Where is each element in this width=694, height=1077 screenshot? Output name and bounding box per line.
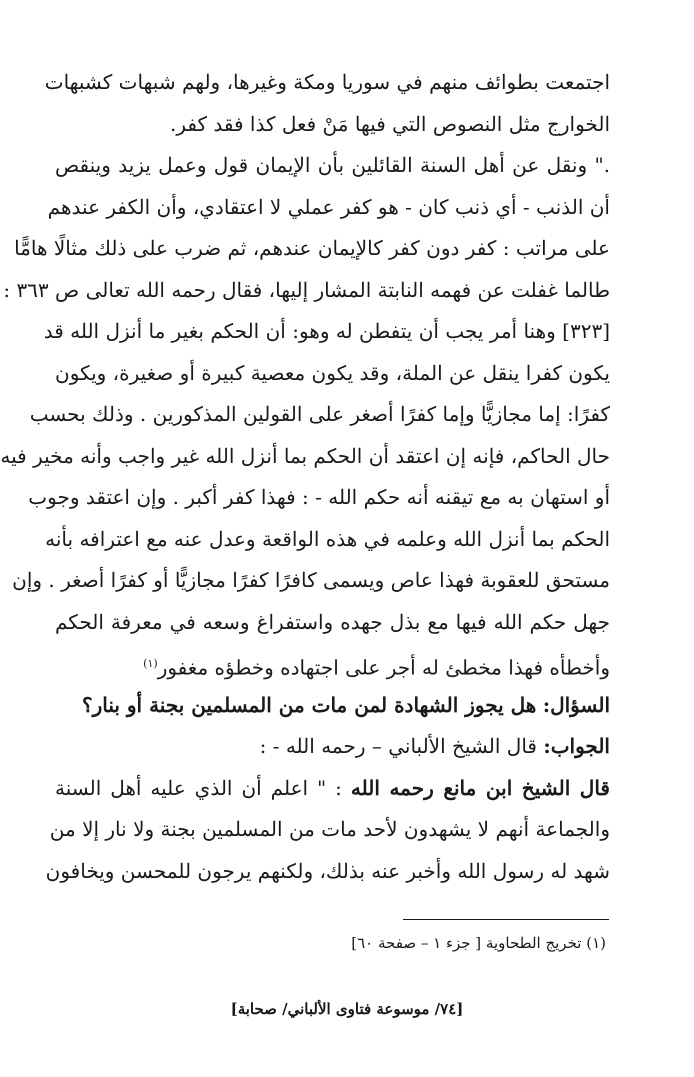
footnote-divider xyxy=(403,919,609,920)
question-label: السؤال: xyxy=(542,692,610,717)
text-line: كفرًا: إما مجازيًّا وإما كفرًا أصغر على القولين المذكورين . وذلك بحسب xyxy=(29,402,610,426)
text-line: طالما غفلت عن فهمه النابتة المشار إليها، فقال رحمه الله تعالى ص ٣٦٣ : xyxy=(3,277,610,302)
body-text xyxy=(0,62,610,892)
text-line: ." ونقل عن أهل السنة القائلين بأن الإيمان قول وعمل يزيد وينقص xyxy=(55,153,610,177)
text-line-with-footnote xyxy=(55,643,610,685)
answer-line xyxy=(55,726,610,768)
text-line: مستحق للعقوبة فهذا عاص ويسمى كافرًا كفرًا مجازيًّا أو كفرًا أصغر . وإن xyxy=(12,568,610,592)
answer-text: قال الشيخ الألباني – رحمه الله - : xyxy=(259,734,537,758)
text-line: وأخطأه فهذا مخطئ له أجر على اجتهاده وخطؤه مغفور xyxy=(157,655,610,680)
text-line: يكون كفرا ينقل عن الملة، وقد يكون معصية كبيرة أو صغيرة، ويكون xyxy=(55,360,610,385)
footnote-marker: (١) xyxy=(143,657,158,670)
text-line: أو استهان به مع تيقنه أنه حكم الله - : فهذا كفر أكبر . وإن اعتقد وجوب xyxy=(28,485,610,509)
question-line xyxy=(55,685,610,727)
text-line: أن الذنب - أي ذنب كان - هو كفر عملي لا اعتقادي، وأن الكفر عندهم xyxy=(47,194,610,219)
text-line: والجماعة أنهم لا يشهدون لأحد مات من المسلمين بجنة ولا نار إلا من xyxy=(49,817,610,841)
footnote: (١) تخريج الطحاوية [ جزء ١ – صفحة ٦٠] xyxy=(351,934,606,952)
quote-lead: قال الشيخ ابن مانع رحمه الله xyxy=(350,775,610,800)
text-line: شهد له رسول الله وأخبر عنه بذلك، ولكنهم يرجون للمحسن ويخافون xyxy=(45,858,610,883)
text-line: الخوارج مثل النصوص التي فيها مَنْ فعل كذا فقد كفر. xyxy=(169,111,610,136)
text-line: [٣٢٣] وهنا أمر يجب أن يتفطن له وهو: أن الحكم بغير ما أنزل الله قد xyxy=(43,319,610,343)
text-line: جهل حكم الله فيها مع بذل جهده واستفراغ وسعه في معرفة الحكم xyxy=(55,609,610,634)
quote-text: : " اعلم أن الذي عليه أهل السنة xyxy=(55,775,342,800)
page-footer: [٧٤/ موسوعة فتاوى الألباني/ صحابة] xyxy=(230,1000,464,1018)
text-line: اجتمعت بطوائف منهم في سوريا ومكة وغيرها، ولهم شبهات كشبهات xyxy=(44,70,610,94)
text-line: الحكم بما أنزل الله وعلمه في هذه الواقعة وعدل عنه مع اعترافه بأنه xyxy=(45,526,610,551)
text-line: حال الحاكم، فإنه إن اعتقد أن الحكم بما أنزل الله غير واجب وأنه مخير فيه xyxy=(0,443,610,468)
question-text: هل يجوز الشهادة لمن مات من المسلمين بجنة أو بنار؟ xyxy=(81,692,537,717)
answer-label: الجواب: xyxy=(543,734,610,758)
quote-line xyxy=(55,768,610,810)
text-line: على مراتب : كفر دون كفر كالإيمان عندهم، ثم ضرب على ذلك مثالًا هامًّا xyxy=(14,236,610,260)
